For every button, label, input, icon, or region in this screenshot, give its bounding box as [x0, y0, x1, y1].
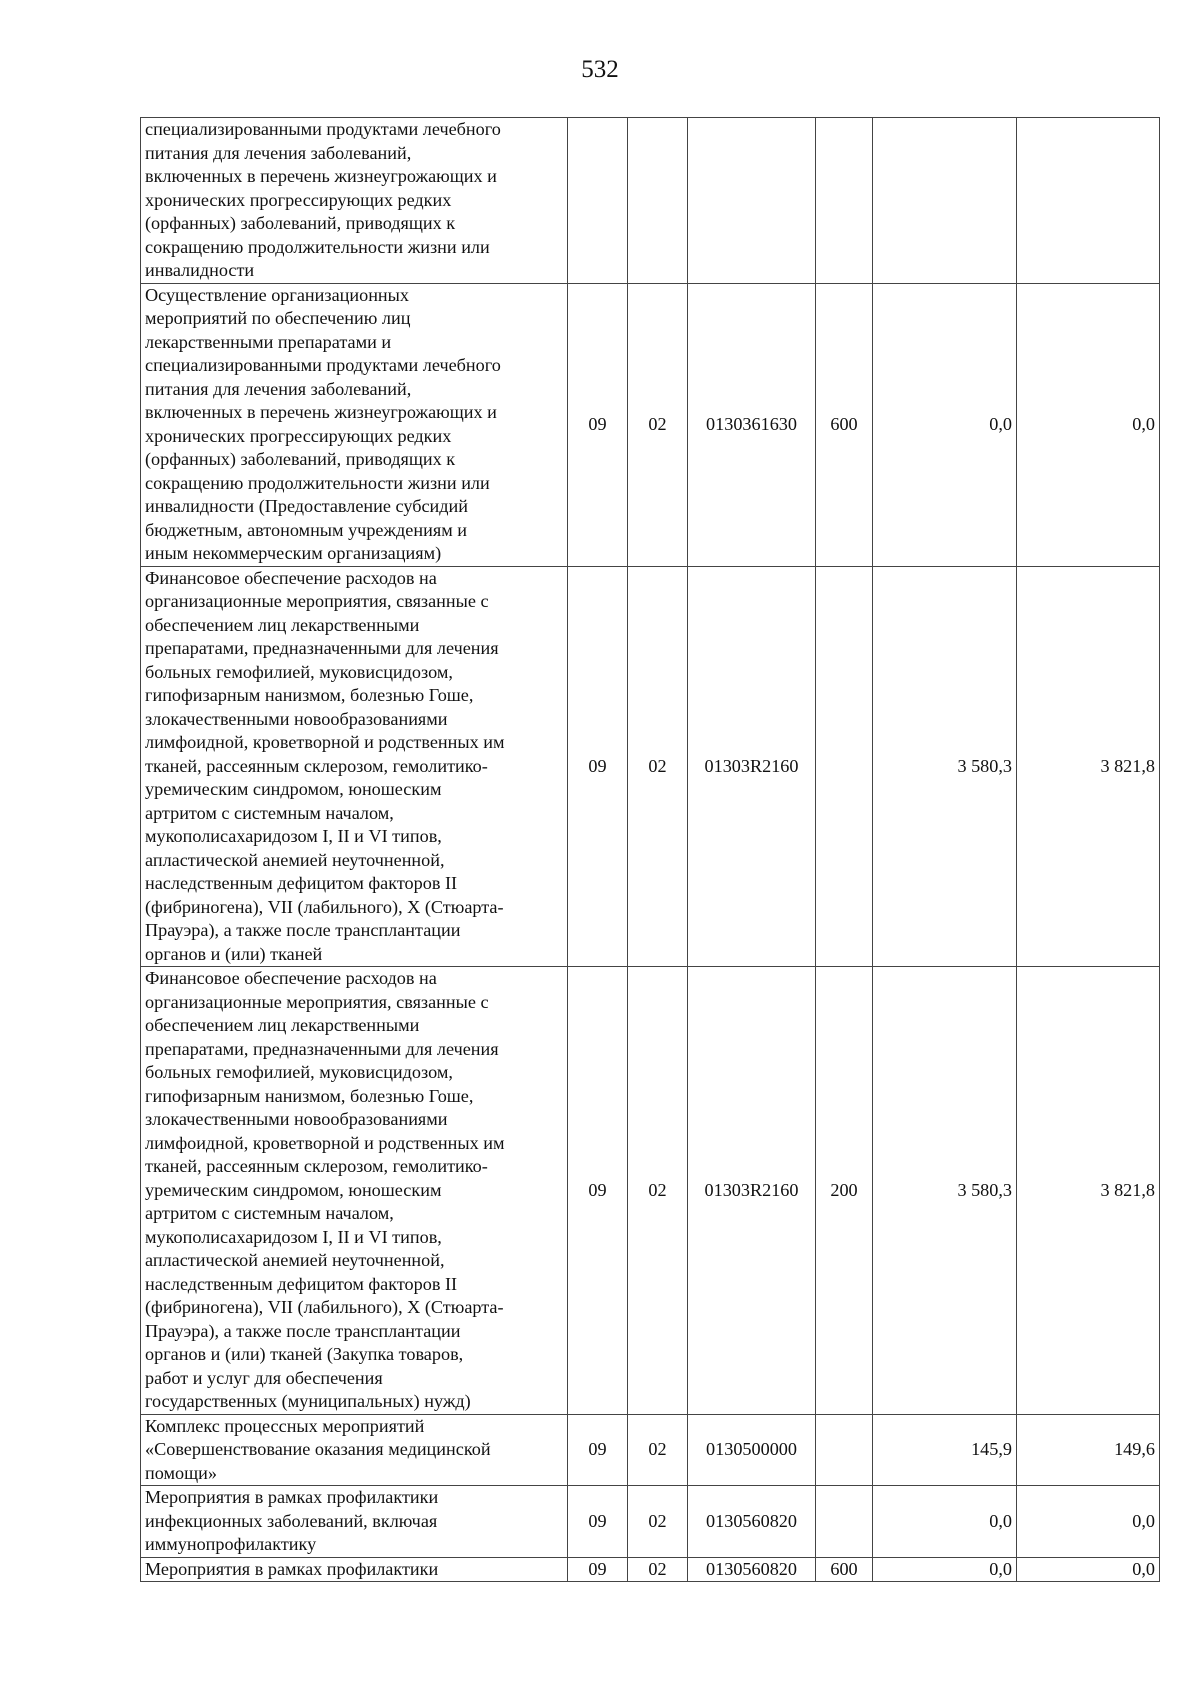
description-line: Мероприятия в рамках профилактики: [145, 1487, 439, 1507]
description-line: (орфанных) заболеваний, приводящих к: [145, 213, 456, 233]
section-code: 09: [568, 1557, 628, 1582]
description-line: Прауэра), а также после трансплантации: [145, 920, 461, 940]
row-description: [141, 967, 568, 1415]
subsection-code: 02: [628, 1414, 688, 1486]
description-line: мероприятий по обеспечению лиц: [145, 308, 411, 328]
description-line: организационные мероприятия, связанные с: [145, 591, 489, 611]
table-row: [141, 1557, 1160, 1582]
description-line: наследственным дефицитом факторов II: [145, 1273, 458, 1294]
description-line: «Совершенствование оказания медицинской: [145, 1439, 491, 1459]
amount-year-1: 145,9: [873, 1414, 1017, 1486]
description-line: мукополисахаридозом I, II и VI типов,: [145, 1226, 442, 1247]
description-line: (фибриногена), VII (лабильного), X (Стюарта-: [145, 1297, 504, 1317]
section-code: [568, 118, 628, 284]
description-line: включенных в перечень жизнеугрожающих и: [145, 166, 497, 186]
description-line: питания для лечения заболеваний,: [145, 378, 412, 399]
subsection-code: [628, 118, 688, 284]
description-line: уремическим синдромом, юношеским: [145, 779, 442, 799]
description-line: иммунопрофилактику: [145, 1534, 317, 1554]
description-line: сокращению продолжительности жизни или: [145, 472, 490, 493]
description-line: наследственным дефицитом факторов II: [145, 873, 458, 893]
section-code: 09: [568, 566, 628, 967]
amount-year-1: 0,0: [873, 1486, 1017, 1558]
row-description: [141, 1557, 568, 1582]
table-row: [141, 967, 1160, 1415]
description-line: тканей, рассеянным склерозом, гемолитико-: [145, 1156, 488, 1176]
subsection-code: 02: [628, 283, 688, 566]
description-line: Финансовое обеспечение расходов на: [145, 567, 437, 588]
description-line: обеспечением лиц лекарственными: [145, 1015, 420, 1035]
expense-type-code: [816, 1486, 873, 1558]
description-line: Мероприятия в рамках профилактики: [145, 1558, 439, 1579]
description-line: больных гемофилией, муковисцидозом,: [145, 1062, 453, 1082]
row-description: [141, 1414, 568, 1486]
section-code: 09: [568, 1486, 628, 1558]
target-item-code: 0130500000: [688, 1414, 816, 1486]
amount-year-1: 0,0: [873, 283, 1017, 566]
expense-type-code: 200: [816, 967, 873, 1415]
page-number: 532: [581, 56, 619, 83]
table-row: [141, 283, 1160, 566]
section-code: 09: [568, 967, 628, 1415]
description-line: больных гемофилией, муковисцидозом,: [145, 661, 453, 682]
description-line: лимфоидной, кроветворной и родственных им: [145, 1132, 505, 1153]
description-line: сокращению продолжительности жизни или: [145, 236, 490, 257]
target-item-code: 0130361630: [688, 283, 816, 566]
row-description: [141, 283, 568, 566]
budget-table: [140, 117, 1160, 1582]
amount-year-2: 0,0: [1017, 1557, 1160, 1582]
expense-type-code: 600: [816, 1557, 873, 1582]
amount-year-1: 3 580,3: [873, 967, 1017, 1415]
description-line: артритом с системным началом,: [145, 1203, 394, 1223]
description-line: тканей, рассеянным склерозом, гемолитико-: [145, 755, 488, 776]
description-line: (фибриногена), VII (лабильного), X (Стюарта-: [145, 896, 504, 917]
description-line: артритом с системным началом,: [145, 802, 394, 823]
description-line: (орфанных) заболеваний, приводящих к: [145, 449, 456, 469]
description-line: злокачественными новообразованиями: [145, 1109, 448, 1129]
row-description: [141, 118, 568, 284]
description-line: организационные мероприятия, связанные с: [145, 991, 489, 1012]
description-line: работ и услуг для обеспечения: [145, 1367, 383, 1388]
amount-year-1: [873, 118, 1017, 284]
description-line: специализированными продуктами лечебного: [145, 119, 501, 139]
target-item-code: 0130560820: [688, 1486, 816, 1558]
amount-year-2: 3 821,8: [1017, 967, 1160, 1415]
target-item-code: [688, 118, 816, 284]
description-line: питания для лечения заболеваний,: [145, 142, 412, 163]
description-line: хронических прогрессирующих редких: [145, 425, 452, 446]
description-line: инвалидности (Предоставление субсидий: [145, 496, 468, 516]
amount-year-1: 3 580,3: [873, 566, 1017, 967]
description-line: мукополисахаридозом I, II и VI типов,: [145, 826, 442, 846]
description-line: гипофизарным нанизмом, болезнью Гоше,: [145, 1085, 474, 1106]
description-line: апластической анемией неуточненной,: [145, 1250, 445, 1270]
description-line: лекарственными препаратами и: [145, 331, 392, 352]
description-line: Комплекс процессных мероприятий: [145, 1415, 425, 1436]
section-code: 09: [568, 283, 628, 566]
row-description: [141, 1486, 568, 1558]
target-item-code: 01303R2160: [688, 566, 816, 967]
subsection-code: 02: [628, 967, 688, 1415]
expense-type-code: [816, 118, 873, 284]
description-line: обеспечением лиц лекарственными: [145, 614, 420, 635]
description-line: уремическим синдромом, юношеским: [145, 1179, 442, 1200]
expense-type-code: [816, 1414, 873, 1486]
description-line: органов и (или) тканей: [145, 943, 323, 964]
description-line: органов и (или) тканей (Закупка товаров,: [145, 1344, 464, 1364]
subsection-code: 02: [628, 1486, 688, 1558]
description-line: Осуществление организационных: [145, 284, 409, 305]
description-line: Прауэра), а также после трансплантации: [145, 1320, 461, 1341]
description-line: иным некоммерческим организациям): [145, 543, 442, 563]
table-row: [141, 118, 1160, 284]
section-code: 09: [568, 1414, 628, 1486]
amount-year-1: 0,0: [873, 1557, 1017, 1582]
amount-year-2: 0,0: [1017, 1486, 1160, 1558]
description-line: злокачественными новообразованиями: [145, 708, 448, 729]
description-line: бюджетным, автономным учреждениям и: [145, 519, 468, 540]
description-line: препаратами, предназначенными для лечения: [145, 638, 499, 658]
table-row: [141, 1486, 1160, 1558]
description-line: инвалидности: [145, 260, 255, 280]
target-item-code: 0130560820: [688, 1557, 816, 1582]
description-line: включенных в перечень жизнеугрожающих и: [145, 402, 497, 422]
description-line: хронических прогрессирующих редких: [145, 189, 452, 210]
table-body: [141, 118, 1160, 1582]
target-item-code: 01303R2160: [688, 967, 816, 1415]
table-row: [141, 1414, 1160, 1486]
description-line: препаратами, предназначенными для лечения: [145, 1038, 499, 1059]
row-description: [141, 566, 568, 967]
description-line: государственных (муниципальных) нужд): [145, 1391, 471, 1411]
subsection-code: 02: [628, 566, 688, 967]
description-line: апластической анемией неуточненной,: [145, 849, 445, 870]
amount-year-2: [1017, 118, 1160, 284]
description-line: помощи»: [145, 1462, 217, 1483]
description-line: лимфоидной, кроветворной и родственных им: [145, 732, 505, 752]
subsection-code: 02: [628, 1557, 688, 1582]
amount-year-2: 3 821,8: [1017, 566, 1160, 967]
expense-type-code: [816, 566, 873, 967]
amount-year-2: 0,0: [1017, 283, 1160, 566]
expense-type-code: 600: [816, 283, 873, 566]
description-line: Финансовое обеспечение расходов на: [145, 968, 437, 988]
description-line: инфекционных заболеваний, включая: [145, 1510, 438, 1531]
amount-year-2: 149,6: [1017, 1414, 1160, 1486]
description-line: специализированными продуктами лечебного: [145, 355, 501, 375]
description-line: гипофизарным нанизмом, болезнью Гоше,: [145, 685, 474, 705]
table-row: [141, 566, 1160, 967]
